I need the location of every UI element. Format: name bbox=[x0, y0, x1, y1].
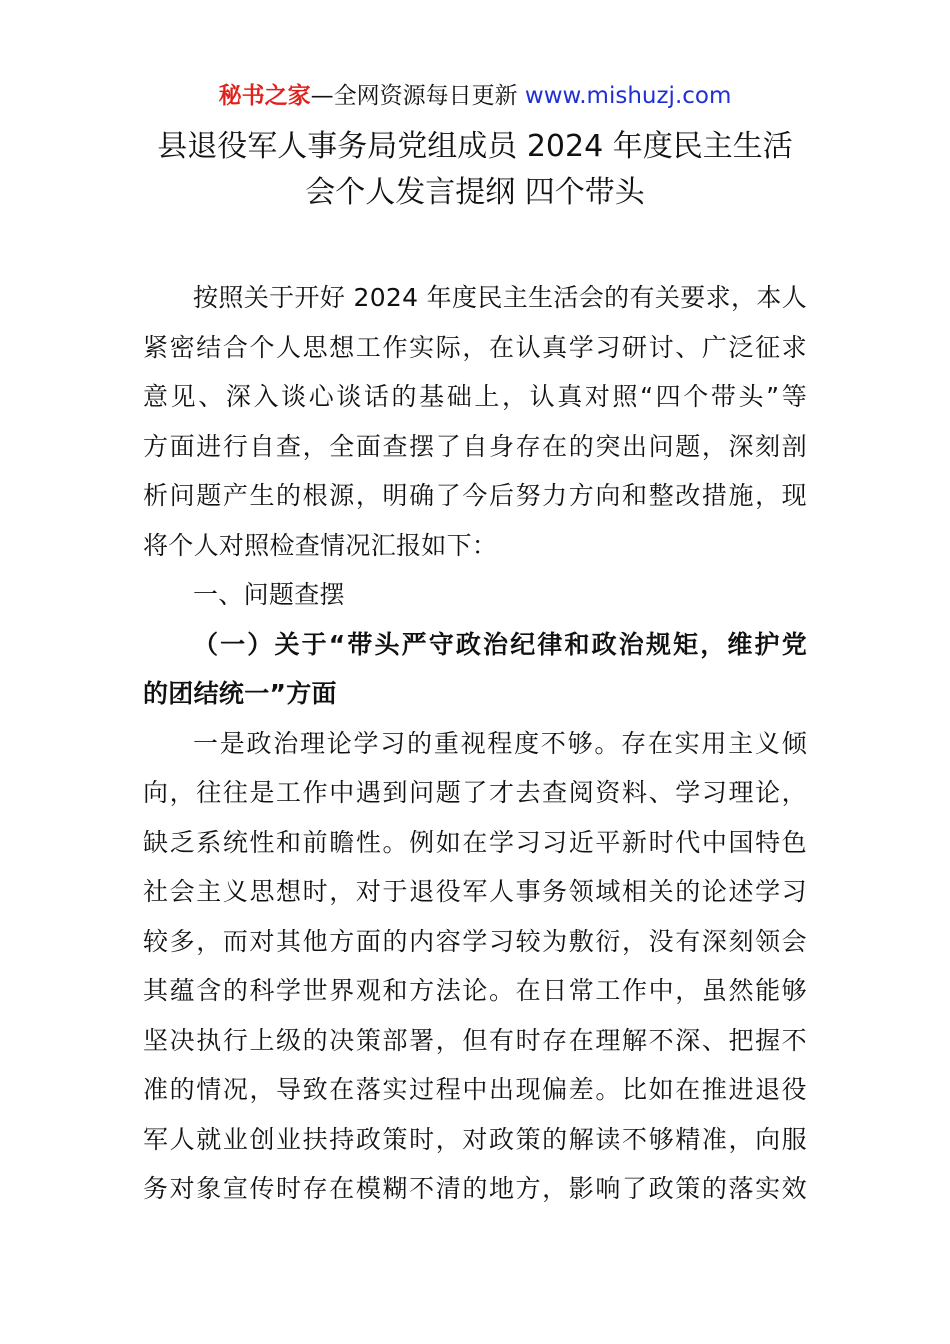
point-line: 准的情况，导致在落实过程中出现偏差。比如在推进退役 bbox=[143, 1075, 807, 1104]
intro-line: 将个人对照检查情况汇报如下： bbox=[143, 530, 498, 560]
point-line: 较多，而对其他方面的内容学习较为敷衍，没有深刻领会 bbox=[143, 926, 807, 956]
point-line: 其蕴含的科学世界观和方法论。在日常工作中，虽然能够 bbox=[143, 976, 807, 1005]
point-line: 社会主义思想时，对于退役军人事务领域相关的论述学习 bbox=[143, 877, 807, 906]
site-header bbox=[0, 80, 950, 112]
intro-line: 意见、深入谈心谈话的基础上，认真对照“四个带头”等 bbox=[143, 382, 807, 411]
intro-line: 析问题产生的根源，明确了今后努力方向和整改措施，现 bbox=[143, 481, 807, 510]
subsection-heading-line: 的团结统一”方面 bbox=[143, 679, 337, 708]
document-body bbox=[143, 273, 807, 1214]
title-line-1: 县退役军人事务局党组成员 2024 年度民主生活 bbox=[157, 129, 793, 164]
point-line: 缺乏系统性和前瞻性。例如在学习习近平新时代中国特色 bbox=[143, 827, 807, 857]
subsection-heading-line: （一）关于“带头严守政治纪律和政治规矩，维护党 bbox=[193, 629, 807, 659]
point-line: 军人就业创业扶持政策时，对政策的解读不够精准，向服 bbox=[143, 1124, 807, 1154]
document-title bbox=[100, 124, 850, 216]
header-tagline: —全网资源每日更新 bbox=[310, 83, 525, 109]
point-line: 一是政治理论学习的重视程度不够。存在实用主义倾 bbox=[193, 728, 807, 758]
title-line-2: 会个人发言提纲 四个带头 bbox=[305, 175, 645, 210]
brand-name: 秘书之家 bbox=[218, 83, 311, 109]
intro-line: 按照关于开好 2024 年度民主生活会的有关要求，本人 bbox=[193, 283, 807, 312]
section-heading: 一、问题查摆 bbox=[193, 580, 345, 609]
intro-line: 方面进行自查，全面查摆了自身存在的突出问题，深刻剖 bbox=[143, 431, 807, 461]
point-line: 坚决执行上级的决策部署，但有时存在理解不深、把握不 bbox=[143, 1025, 807, 1055]
point-line: 向，往往是工作中遇到问题了才去查阅资料、学习理论， bbox=[143, 778, 807, 807]
point-line: 务对象宣传时存在模糊不清的地方，影响了政策的落实效 bbox=[143, 1174, 807, 1203]
intro-line: 紧密结合个人思想工作实际，在认真学习研讨、广泛征求 bbox=[143, 332, 807, 362]
site-url[interactable]: www.mishuzj.com bbox=[524, 83, 732, 109]
